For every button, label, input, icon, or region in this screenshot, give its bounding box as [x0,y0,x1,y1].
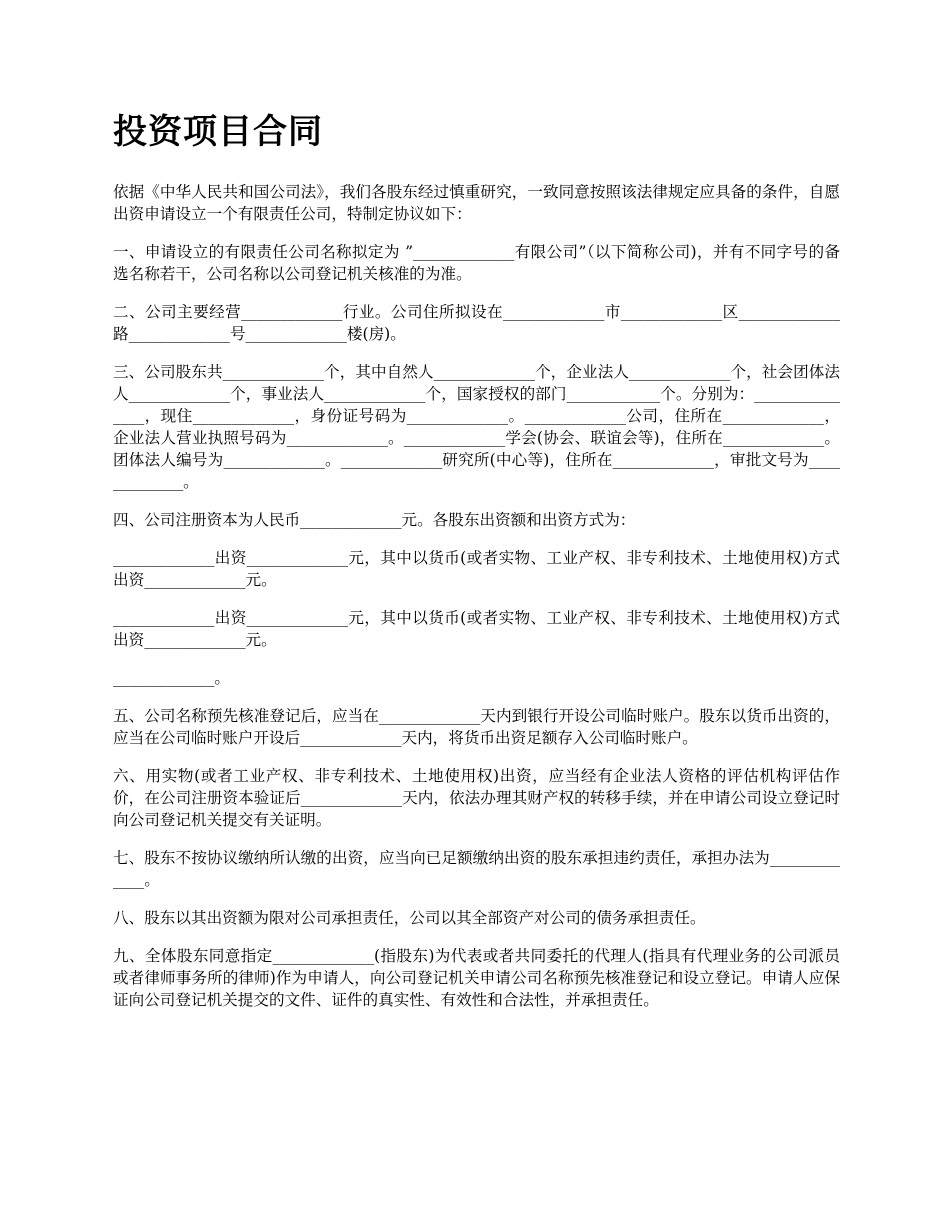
clause-9: 九、全体股东同意指定_____________(指股东)为代表或者共同委托的代理人(指具有代理业务的公司派员或者律师事务所的律师)作为申请人，向公司登记机关申请公司名称预先核准登记和设立登记。申请人应保证向公司登记机关提交的文件、证件的真实性、有效性和合法性，并承担责任。 [113,946,840,1009]
clause-3: 三、公司股东共_____________个，其中自然人_____________个，企业法人_____________个，社会团体法人_____________个，事业法人_____________个，国家授权的部门____________个。分别为：_______________，现住_____________，身份证号码为_____________。_____________公司，住所在_____________，企业法人营业执照号码为_____________。_____________学会(协会、联谊会等)，住所在_____________。团体法人编号为_____________。_____________研究所(中心等)，住所在_____________，审批文号为_____________。 [113,362,840,491]
clause-5: 五、公司名称预先核准登记后，应当在_____________天内到银行开设公司临时账户。股东以货币出资的，应当在公司临时账户开设后_____________天内，将货币出资足额存入公司临时账户。 [113,706,840,747]
document-page [113,112,840,1027]
clause-6: 六、用实物(或者工业产权、非专利技术、土地使用权)出资，应当经有企业法人资格的评估机构评估作价，在公司注册资本验证后_____________天内，依法办理其财产权的转移手续，并在申请公司设立登记时向公司登记机关提交有关证明。 [113,766,840,829]
document-title: 投资项目合同 [113,112,323,152]
clause-7: 七、股东不按协议缴纳所认缴的出资，应当向已足额缴纳出资的股东承担违约责任，承担办法为_____________。 [113,848,840,889]
intro-paragraph: 依据《中华人民共和国公司法》，我们各股东经过慎重研究，一致同意按照该法律规定应具备的条件，自愿出资申请设立一个有限责任公司，特制定协议如下： [113,182,840,223]
contribution-entry-3: _____________。 [113,668,230,687]
clause-4: 四、公司注册资本为人民币_____________元。各股东出资额和出资方式为： [113,510,636,529]
clause-1: 一、申请设立的有限责任公司名称拟定为 ”_____________有限公司”（以下简称公司)，并有不同字号的备选名称若干，公司名称以公司登记机关核准的为准。 [113,242,840,283]
contribution-entry-1: _____________出资_____________元，其中以货币(或者实物、工业产权、非专利技术、土地使用权)方式出资_____________元。 [113,548,840,589]
contribution-entry-2: _____________出资_____________元，其中以货币(或者实物、工业产权、非专利技术、土地使用权)方式出资_____________元。 [113,608,840,649]
clause-2: 二、公司主要经营_____________行业。公司住所拟设在_____________市_____________区_____________路_____________号_____________楼(房)。 [113,302,840,343]
clause-8: 八、股东以其出资额为限对公司承担责任，公司以其全部资产对公司的债务承担责任。 [113,908,706,927]
